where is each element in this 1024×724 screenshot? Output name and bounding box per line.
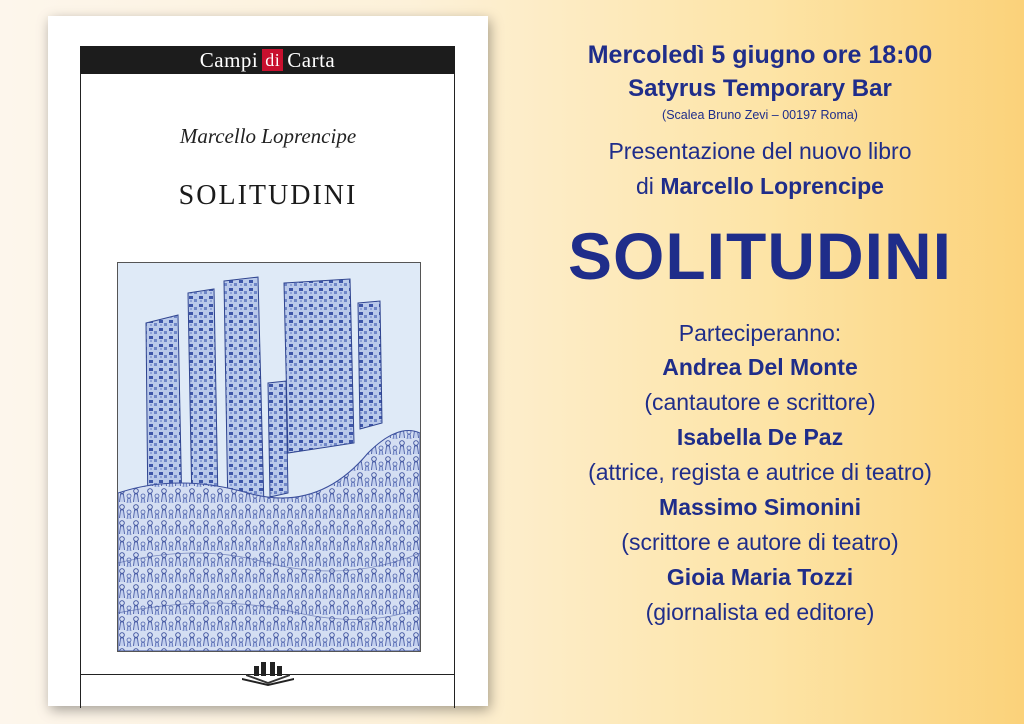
participant-role: (cantautore e scrittore) [644,389,876,415]
event-intro: Presentazione del nuovo libro [608,138,912,164]
participant-role: (scrittore e autore di teatro) [621,529,899,555]
event-info [520,38,1000,630]
event-intro-author: Marcello Loprencipe [660,173,884,199]
participant-role: (attrice, regista e autrice di teatro) [588,459,932,485]
cover-artwork [117,262,421,652]
participant-name: Andrea Del Monte [662,354,858,380]
participant-role: (giornalista ed editore) [645,599,875,625]
event-intro-author-line [520,168,1000,204]
event-date: Mercoledì 5 giugno ore 18:00 [587,41,933,69]
cover-title: SOLITUDINI [178,180,358,211]
event-address: (Scalea Bruno Zevi – 00197 Roma) [662,108,858,122]
participant-name: Gioia Maria Tozzi [666,564,854,590]
publisher-name-left: Campi [199,47,259,72]
event-book-title: SOLITUDINI [568,219,952,293]
publisher-book-icon [236,658,300,690]
publisher-bar [80,46,455,74]
publisher-name-mid: di [262,49,283,71]
book-cover [48,16,488,706]
cover-author: Marcello Loprencipe [179,124,357,148]
event-venue: Satyrus Temporary Bar [628,75,892,102]
event-intro-prefix: di [636,173,661,199]
participants-label: Parteciperanno: [678,320,842,346]
cover-artwork-illustration [118,263,420,651]
participant-name: Massimo Simonini [659,494,861,520]
publisher-name-right: Carta [287,47,336,72]
participant-name: Isabella De Paz [676,424,844,450]
